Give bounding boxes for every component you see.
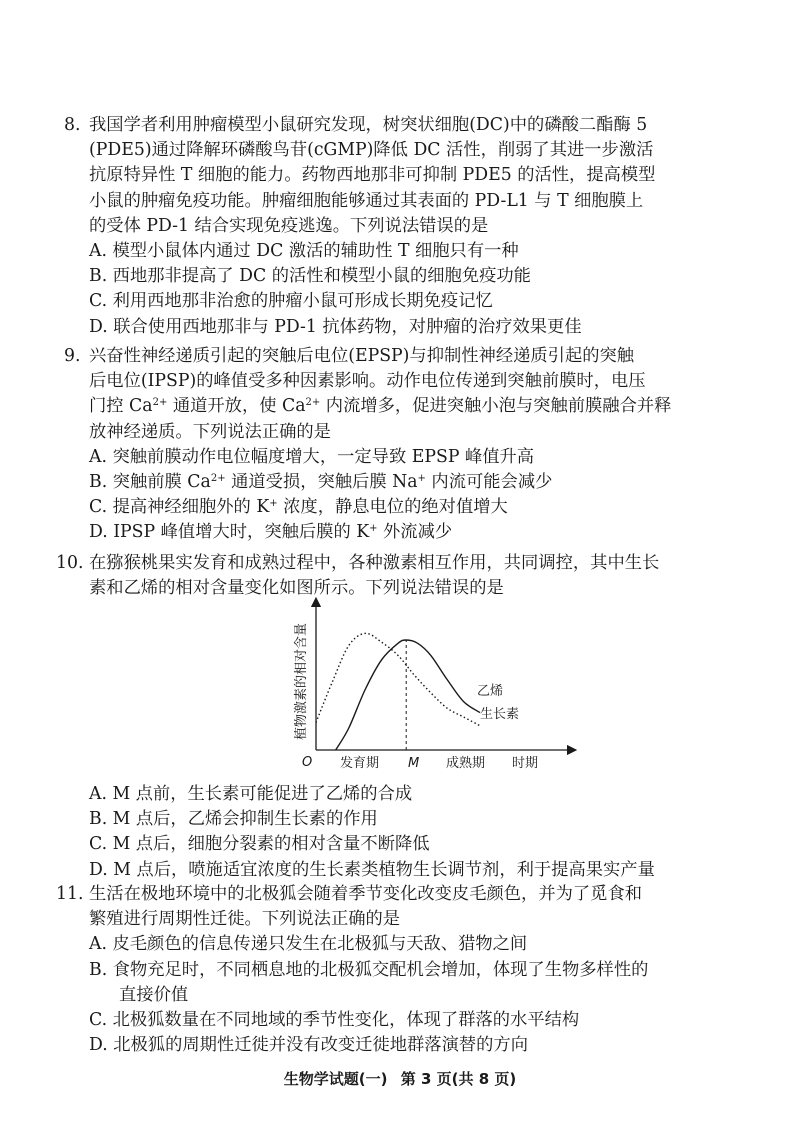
option-d (89, 520, 721, 545)
question-11-stem (56, 882, 721, 932)
option-a: A. 皮毛颜色的信息传递只发生在北极狐与天敌、猎物之间 (89, 934, 528, 955)
question-9-stem (64, 344, 721, 445)
x-axis-label: 时期 (512, 756, 539, 771)
stem-line: 素和乙烯的相对含量变化如图所示。下列说法错误的是 (89, 578, 504, 599)
page-footer (0, 1068, 800, 1089)
option-b: B. M 点后，乙烯会抑制生长素的作用 (89, 809, 378, 830)
option-c: C. M 点后，细胞分裂素的相对含量不断降低 (89, 834, 430, 855)
question-number: 10. (56, 553, 84, 573)
stem-line (89, 396, 671, 416)
stem-line: (PDE5)通过降解环磷酸鸟苷(cGMP)降低 DC 活性，削弱了其进一步激活 (89, 140, 654, 161)
option-c: C. 利用西地那非治愈的肿瘤小鼠可形成长期免疫记忆 (89, 291, 493, 312)
stem-line: 抗原特异性 T 细胞的能力。药物西地那非可抑制 PDE5 的活性，提高模型 (89, 165, 656, 186)
superscript: 2+ (152, 397, 168, 409)
question-11 (56, 882, 721, 1058)
option-text: 内流可能会减少 (425, 472, 553, 493)
superscript: 2+ (210, 473, 226, 485)
y-axis-label: 植物激素的相对含量 (294, 622, 309, 740)
option-text: B. 食物充足时，不同栖息地的北极狐交配机会增加，体现了生物多样性的 (89, 959, 649, 980)
question-number: 11. (56, 884, 84, 904)
option-d: D. M 点后，喷施适宜浓度的生长素类植物生长调节剂，利于提高果实产量 (89, 859, 655, 880)
question-number: 9. (64, 346, 81, 366)
stem-line: 繁殖进行周期性迁徙。下列说法正确的是 (89, 909, 401, 930)
option-text: C. 提高神经细胞外的 K (89, 497, 270, 518)
option-text: B. 突触前膜 Ca (89, 472, 211, 493)
stem-line: 放神经递质。下列说法正确的是 (89, 421, 331, 442)
stem-line: 我国学者利用肿瘤模型小鼠研究发现，树突状细胞(DC)中的磷酸二酯酶 5 (89, 115, 648, 135)
option-text: 通道受损，突触后膜 Na (225, 472, 418, 493)
option-a: A. M 点前，生长素可能促进了乙烯的合成 (89, 784, 413, 804)
origin-label: O (302, 755, 313, 770)
option-d: D. 北极狐的周期性迁徙并没有改变迁徙地群落演替的方向 (89, 1035, 528, 1056)
option-c (89, 495, 721, 520)
question-number: 8. (64, 115, 81, 135)
x-tick-label: M (408, 756, 420, 771)
hormone-chart (280, 600, 580, 785)
series-label-ethylene: 乙烯 (477, 684, 504, 699)
stem-line: 兴奋性神经递质引起的突触后电位(EPSP)与抑制性神经递质引起的突触 (89, 346, 635, 366)
superscript: + (417, 473, 426, 485)
option-b (89, 958, 721, 1008)
stem-line: 小鼠的肿瘤免疫功能。肿瘤细胞能够通过其表面的 PD-L1 与 T 细胞膜上 (89, 190, 644, 211)
option-c: C. 北极狐数量在不同地域的季节性变化，体现了群落的水平结构 (89, 1010, 580, 1031)
superscript: + (269, 498, 278, 510)
option-text: D. IPSP 峰值增大时，突触后膜的 K (89, 522, 370, 543)
hormone-chart-svg (280, 600, 580, 785)
option-a: A. 模型小鼠体内通过 DC 激活的辅助性 T 细胞只有一种 (89, 241, 519, 262)
question-10-stem (56, 551, 721, 601)
option-b: B. 西地那非提高了 DC 的活性和模型小鼠的细胞免疫功能 (89, 266, 531, 287)
option-d: D. 联合使用西地那非与 PD-1 抗体药物，对肿瘤的治疗效果更佳 (89, 316, 582, 337)
superscript: + (369, 523, 378, 535)
stem-line: 的受体 PD-1 结合实现免疫逃逸。下列说法错误的是 (89, 215, 489, 236)
stem-line: 后电位(IPSP)的峰值受多种因素影响。动作电位传递到突触前膜时，电压 (89, 371, 646, 392)
option-text-continued: 直接价值 (119, 984, 189, 1005)
option-text: 外流减少 (377, 522, 453, 543)
option-b (89, 470, 721, 495)
stem-line: 生活在极地环境中的北极狐会随着季节变化改变皮毛颜色，并为了觅食和 (89, 884, 643, 904)
auxin-curve (316, 633, 480, 725)
ethylene-curve (336, 640, 480, 750)
x-tick-label: 成熟期 (446, 756, 486, 771)
question-10-options (89, 782, 721, 883)
footer-page-number: 第 3 页(共 8 页) (400, 1070, 517, 1088)
option-text: 浓度，静息电位的绝对值增大 (277, 497, 508, 518)
series-label-auxin: 生长素 (480, 707, 520, 722)
option-a: A. 突触前膜动作电位幅度增大，一定导致 EPSP 峰值升高 (89, 446, 535, 467)
x-tick-label: 发育期 (340, 756, 380, 771)
footer-subject: 生物学试题(一) (283, 1070, 388, 1088)
stem-text: 门控 Ca (89, 396, 153, 417)
question-9 (64, 344, 721, 546)
stem-line: 在猕猴桃果实发育和成熟过程中，各种激素相互作用，共同调控，其中生长 (89, 553, 660, 573)
question-10 (56, 551, 721, 601)
question-8-stem (64, 113, 721, 239)
superscript: 2+ (305, 397, 321, 409)
question-8 (64, 113, 721, 340)
stem-text: 通道开放，使 Ca (167, 396, 306, 417)
stem-text: 内流增多，促进突触小泡与突触前膜融合并释 (320, 396, 672, 417)
